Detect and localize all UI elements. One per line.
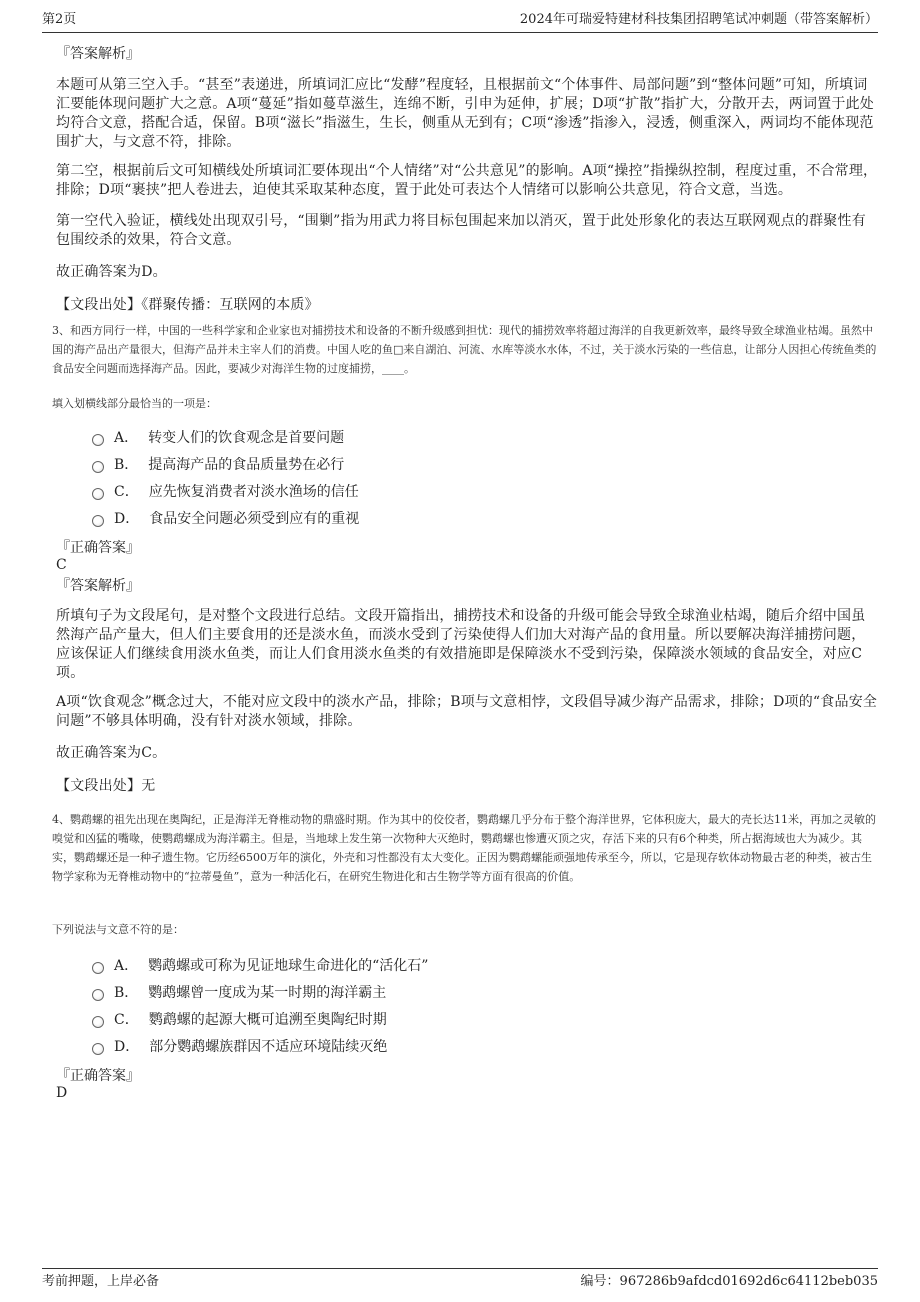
option-d[interactable]: D． 部分鹦鹉螺族群因不适应环境陆续灭绝 bbox=[92, 1033, 878, 1060]
option-a[interactable]: A． 转变人们的饮食观念是首要问题 bbox=[92, 424, 878, 451]
analysis-label: 『答案解析』 bbox=[56, 578, 140, 594]
radio-icon[interactable] bbox=[92, 434, 104, 446]
correct-answer: C bbox=[56, 557, 67, 573]
document-id: 编号：967286b9afdcd01692d6c64112beb035 bbox=[580, 1274, 878, 1289]
source-note: 【文段出处】《群聚传播：互联网的本质》 bbox=[56, 297, 319, 313]
question-prompt: 填入划横线部分最恰当的一项是： bbox=[52, 397, 217, 410]
correct-answer-label: 『正确答案』 bbox=[56, 540, 140, 556]
option-b[interactable]: B． 提高海产品的食品质量势在必行 bbox=[92, 451, 878, 478]
source-note: 【文段出处】无 bbox=[56, 778, 156, 794]
question-text: 3、和西方同行一样，中国的一些科学家和企业家也对捕捞技术和设备的不断升级感到担忧：现代的捕捞效率将超过海洋的自我更新效率，最终导致全球渔业枯竭。虽然中国的海产品出产量很大，但海产品并未主宰人们的消费。中国人吃的鱼□来自湖泊、河流、水库等淡水水体，不过，关于淡水污染的一些信息，让部分人因担心传统鱼类的食品安全问题而选择海产品。因此，要减少对海洋生物的过度捕捞，____。 bbox=[52, 324, 877, 375]
option-d[interactable]: D． 食品安全问题必须受到应有的重视 bbox=[92, 505, 878, 532]
analysis-paragraph: 本题可从第三空入手。“甚至”表递进，所填词汇应比“发酵”程度轻，且根据前文“个体事件、局部问题”到“整体问题”可知，所填词汇要能体现问题扩大之意。A项“蔓延”指如蔓草滋生，连绵不断，引申为延伸，扩展；D项“扩散”指扩大，分散开去，两词置于此处均符合文意，搭配合适，保留。B项“滋长”指滋生，生长，侧重从无到有；C项“渗透”指渗入，浸透，侧重深入，两词均不能体现范围扩大，与文意不符，排除。 bbox=[56, 77, 874, 150]
option-c[interactable]: C． 鹦鹉螺的起源大概可追溯至奥陶纪时期 bbox=[92, 1006, 878, 1033]
analysis-paragraph: 第一空代入验证，横线处出现双引号，“围剿”指为用武力将目标包围起来加以消灭，置于此处形象化的表达互联网观点的群聚性有包围绞杀的效果，符合文意。 bbox=[56, 213, 866, 248]
option-b[interactable]: B． 鹦鹉螺曾一度成为某一时期的海洋霸主 bbox=[92, 979, 878, 1006]
option-a[interactable]: A． 鹦鹉螺或可称为见证地球生命进化的“活化石” bbox=[92, 952, 878, 979]
answer-conclusion: 故正确答案为C。 bbox=[56, 745, 167, 761]
radio-icon[interactable] bbox=[92, 962, 104, 974]
question-text: 4、鹦鹉螺的祖先出现在奥陶纪，正是海洋无脊椎动物的鼎盛时期。作为其中的佼佼者，鹦鹉螺几乎分布于整个海洋世界，它体积庞大，最大的壳长达11米，再加之灵敏的嗅觉和凶猛的嘴喙，使鹦鹉螺成为海洋霸主。但是，当地球上发生第一次物种大灭绝时，鹦鹉螺也惨遭灭顶之灾，存活下来的只有6个种类，所占据海域也大为减少。其实，鹦鹉螺还是一种孑遗生物。它历经6500万年的演化，外壳和习性都没有太大变化。正因为鹦鹉螺能顽强地传承至今，所以，它是现存软体动物最古老的种类，被古生物学家称为无脊椎动物中的“拉蒂曼鱼”，意为一种活化石，在研究生物进化和古生物学等方面有很高的价值。 bbox=[52, 813, 876, 883]
page-number: 第2页 bbox=[42, 12, 77, 27]
radio-icon[interactable] bbox=[92, 488, 104, 500]
option-list bbox=[92, 424, 878, 532]
document-title: 2024年可瑞爱特建材科技集团招聘笔试冲刺题（带答案解析） bbox=[519, 12, 878, 27]
option-c[interactable]: C． 应先恢复消费者对淡水渔场的信任 bbox=[92, 478, 878, 505]
question-prompt: 下列说法与文意不符的是： bbox=[52, 923, 184, 936]
analysis-paragraph: A项“饮食观念”概念过大，不能对应文段中的淡水产品，排除；B项与文意相悖，文段倡导减少海产品需求，排除；D项的“食品安全问题”不够具体明确，没有针对淡水领域，排除。 bbox=[56, 694, 878, 729]
radio-icon[interactable] bbox=[92, 1016, 104, 1028]
analysis-label: 『答案解析』 bbox=[56, 46, 140, 62]
analysis-paragraph: 所填句子为文段尾句，是对整个文段进行总结。文段开篇指出，捕捞技术和设备的升级可能会导致全球渔业枯竭，随后介绍中国虽然海产品产量大，但人们主要食用的还是淡水鱼，而淡水受到了污染使得人们加大对海产品的食用量。所以要解决海洋捕捞问题，应该保证人们继续食用淡水鱼类，而让人们食用淡水鱼类的有效措施即是保障淡水不受到污染，保障淡水领域的食品安全，对应C项。 bbox=[56, 608, 866, 681]
page-footer bbox=[42, 1268, 878, 1291]
analysis-paragraph: 第二空，根据前后文可知横线处所填词汇要体现出“个人情绪”对“公共意见”的影响。A项“操控”指操纵控制，程度过重，不合常理，排除；D项“裹挟”把人卷进去，迫使其采取某种态度，置于此处可表达个人情绪可以影响公共意见，符合文意，当选。 bbox=[56, 163, 878, 198]
radio-icon[interactable] bbox=[92, 515, 104, 527]
page-header bbox=[42, 10, 878, 33]
footer-slogan: 考前押题，上岸必备 bbox=[42, 1274, 160, 1289]
correct-answer-label: 『正确答案』 bbox=[56, 1068, 140, 1084]
radio-icon[interactable] bbox=[92, 989, 104, 1001]
answer-conclusion: 故正确答案为D。 bbox=[56, 264, 167, 280]
option-list bbox=[92, 952, 878, 1060]
correct-answer: D bbox=[56, 1085, 68, 1101]
radio-icon[interactable] bbox=[92, 1043, 104, 1055]
radio-icon[interactable] bbox=[92, 461, 104, 473]
